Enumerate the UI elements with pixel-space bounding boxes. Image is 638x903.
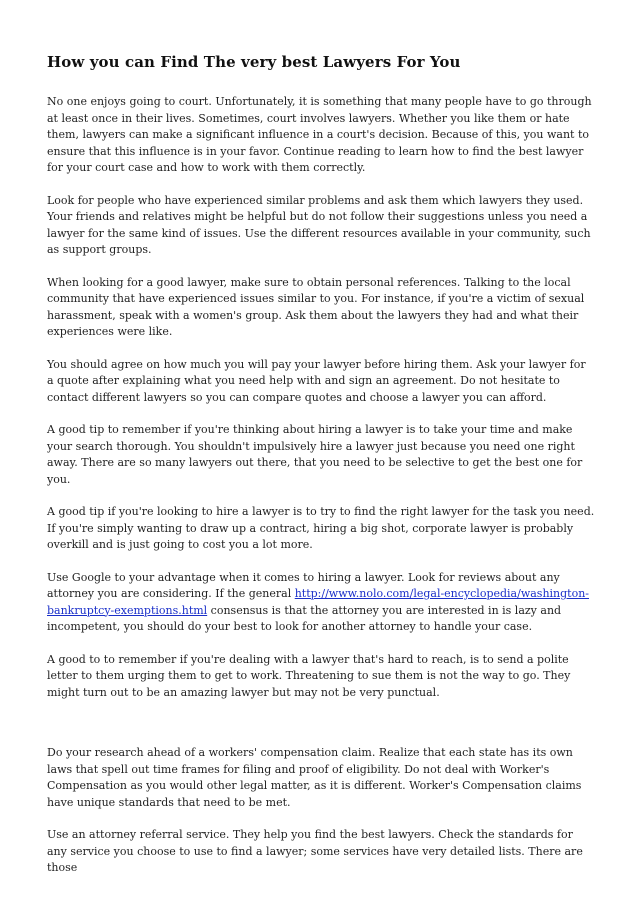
paragraph-fees: You should agree on how much you will pay your lawyer before hiring them. Ask your lawyer for a quote after explaining what you need help with and sign an agreement. Do not hesitate to contact different lawyers so you can compare quotes and choose a lawyer you can afford.	[47, 357, 586, 404]
paragraph-hard-to-reach: A good to to remember if you're dealing with a lawyer that's hard to reach, is to send a polite letter to them urging them to get to work. Threatening to sue them is not the way to go. They might turn out to be an amazing lawyer but may not be very punctual.	[47, 652, 571, 699]
paragraph-ask-others: Look for people who have experienced similar problems and ask them which lawyers they used. Your friends and relatives might be helpful but do not follow their suggestions unless you need a lawyer for the same kind of issues. Use the different resources available in your community, such as support groups.	[47, 193, 591, 256]
paragraph-workers-comp: Do your research ahead of a workers' compensation claim. Realize that each state has its own laws that spell out time frames for filing and proof of eligibility. Do not deal with Worker's Compensation as you would other legal matter, as it is different. Worker's Compensation claims have unique standards that need to be met.	[47, 746, 582, 809]
paragraph-google-after: consensus is that the attorney you are interested in is lazy and incompetent, you should do your best to look for another attorney to handle your case.	[47, 603, 562, 633]
paragraph-references: When looking for a good lawyer, make sure to obtain personal references. Talking to the local community that have experienced issues similar to you. For instance, if you're a victim of sexual harassment, speak with a women's group. Ask them about the lawyers they had and what their experiences were like.	[47, 275, 585, 338]
paragraph-google-before: Use Google to your advantage when it comes to hiring a lawyer. Look for reviews about any attorney you are considering. If the general	[47, 570, 560, 600]
paragraph-take-time: A good tip to remember if you're thinking about hiring a lawyer is to take your time and make your search thorough. You shouldn't impulsively hire a lawyer just because you need one right away. There are so many lawyers out there, that you need to be selective to get the best one for you.	[47, 423, 583, 486]
paragraph-intro: No one enjoys going to court. Unfortunately, it is something that many people have to go through at least once in their lives. Sometimes, court involves lawyers. Whether you like them or hate them, lawyers can make a significant influence in a court's decision. Because of this, you want to ensure that this influence is in your favor. Continue reading to learn how to find the best lawyer for your court case and how to work with them correctly.	[47, 95, 592, 174]
paragraph-right-lawyer: A good tip if you're looking to hire a lawyer is to try to find the right lawyer for the task you need. If you're simply wanting to draw up a contract, hiring a big shot, corporate lawyer is probably overkill and is just going to cost you a lot more.	[47, 505, 595, 551]
paragraph-google	[47, 570, 595, 636]
paragraph-referral-service: Use an attorney referral service. They help you find the best lawyers. Check the standards for any service you choose to use to find a lawyer; some services have very detailed lists. There are those	[47, 828, 583, 874]
blank-gap	[47, 717, 595, 745]
nolo-link[interactable]: http://www.nolo.com/legal-encyclopedia/washington-bankruptcy-exemptions.html	[47, 587, 590, 617]
document-page	[47, 52, 595, 893]
page-title: How you can Find The very best Lawyers For You	[47, 53, 461, 71]
